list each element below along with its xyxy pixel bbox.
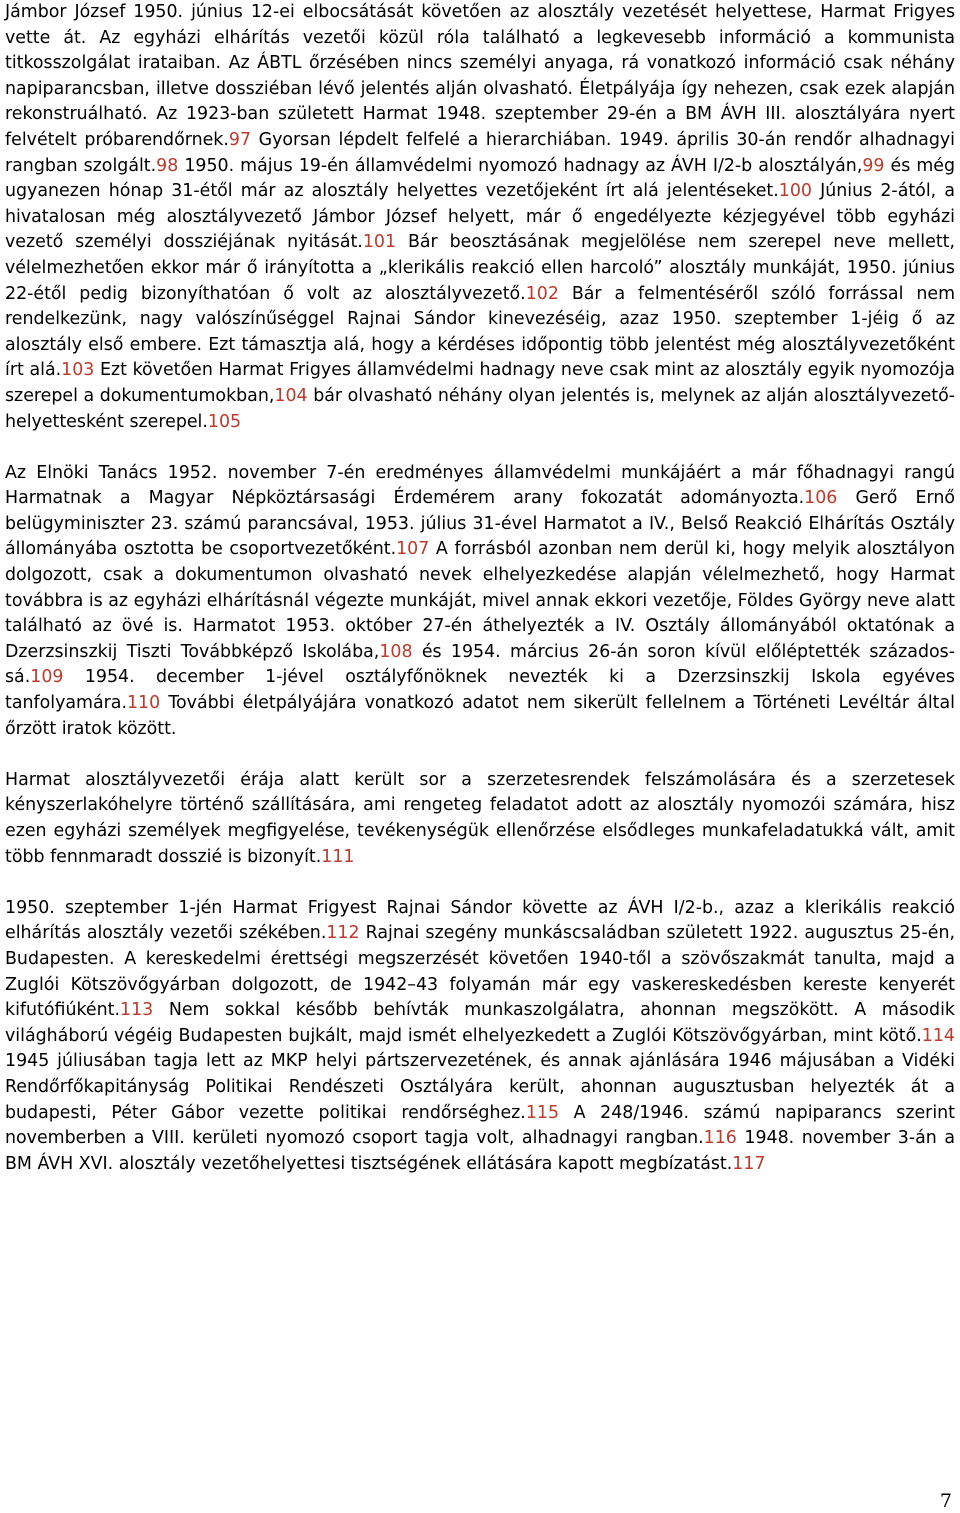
footnote-ref-100[interactable]: 100 xyxy=(778,181,812,202)
paragraph-text: 1945 júliusában tagja lett az MKP helyi pártszervezetének, és annak ajánlására 1946 májusában a Vidéki Rendőrfőkapitányság Politikai Rendészeti Osztályára került, ahonnan augusztusban helyezték át a budapesti, Péter Gábor vezette politikai rendőrséghez. xyxy=(5,1051,955,1123)
paragraph-text: 1950. szeptember 1-jén Harmat Frigyest Rajnai Sándor követte az ÁVH I/2-b., azaz a klerikális reakció elhárítás alosztály vezetői székében. xyxy=(5,897,955,944)
paragraph-gap xyxy=(5,742,955,768)
paragraph-text: Rajnai szegény munkáscsaládban született 1922. augusztus 25-én, Budapesten. A kereskedelmi érettségi megszerzését követően 1940-től a szövőszakmát tanulta, majd a Zuglói Kötszövőgyárban dolgozott, de 1942–43 folyamán már egy vaskereskedésben kereste kenyerét kifutófiúként. xyxy=(5,923,955,1021)
paragraph-2 xyxy=(5,461,955,743)
paragraph-text: Gyorsan lépdelt felfelé a hierarchiában. 1949. április 30-án rendőr alhadnagyi rangban szolgált. xyxy=(5,129,955,176)
footnote-ref-115[interactable]: 115 xyxy=(525,1102,560,1123)
paragraph-gap xyxy=(5,435,955,461)
footnote-ref-110[interactable]: 110 xyxy=(126,693,161,714)
footnote-ref-107[interactable]: 107 xyxy=(396,539,430,560)
footnote-ref-108[interactable]: 108 xyxy=(379,641,413,662)
footnote-ref-113[interactable]: 113 xyxy=(120,1000,154,1021)
footnote-ref-106[interactable]: 106 xyxy=(804,488,838,509)
paragraph-text: 1954. december 1-jével osztályfőnöknek nevezték ki a Dzerzsinszkij Iskola egyéves tanfolyamára. xyxy=(5,667,955,714)
footnote-ref-104[interactable]: 104 xyxy=(274,385,308,406)
paragraph-text: Június 2-ától, a hivatalosan még alosztályvezető Jámbor József helyett, már ő engedélyezte kézjegyével több egyházi vezető személyi dossziéjának nyitását. xyxy=(5,181,955,253)
paragraph-text: 1950. május 19-én államvédelmi nyomozó hadnagy az ÁVH I/2-b alosztályán, xyxy=(178,155,863,176)
footnote-ref-102[interactable]: 102 xyxy=(525,283,559,304)
paragraph-text: bár olvasható néhány olyan jelentés is, melynek az alján alosztályvezető-helyettesként szerepel. xyxy=(5,385,955,432)
paragraph-text: Jámbor József 1950. június 12-ei elbocsátását követően az alosztály vezetését helyettese, Harmat Frigyes vette át. Az egyházi elhárítás vezetői közül róla található a legkevesebb információ a kommunista titkosszolgálat irataiban. Az ÁBTL őrzésében nincs személyi anyaga, rá vonatkozó információ csak néhány napiparancsban, illetve dossziéban lévő jelentés alján olvasható. Életpályája így nehezen, csak ezek alapján rekonstruálható. Az 1923-ban született Harmat 1948. szeptember 29-én a BM ÁVH III. alosztályára nyert felvételt próbarendőrnek. xyxy=(5,2,955,150)
paragraph-text: A 248/1946. számú napiparancs szerint novemberben a VIII. kerületi nyomozó csoport tagja volt, alhadnagyi rangban. xyxy=(5,1102,956,1149)
page-number: 7 xyxy=(939,1490,952,1512)
footnote-ref-99[interactable]: 99 xyxy=(862,155,885,176)
footnote-ref-105[interactable]: 105 xyxy=(207,411,242,432)
paragraph-text: Bár a felmentéséről szóló forrással nem rendelkezünk, nagy valószínűséggel Rajnai Sándor kinevezéséig, azaz 1950. szeptember 1-jéig ő az alosztály első embere. Ezt támasztja alá, hogy a kérdéses időpontig több jelentést még alosztályvezetőként írt alá. xyxy=(5,283,956,381)
footnote-ref-109[interactable]: 109 xyxy=(30,667,64,688)
paragraph-text: Az Elnöki Tanács 1952. november 7-én eredményes államvédelmi munkájáért a már főhadnagyi rangú Harmatnak a Magyar Népköztársasági Érdemérem arany fokozatát adományozta. xyxy=(5,462,955,509)
paragraph-text: Harmat alosztályvezetői érája alatt került sor a szerzetesrendek felszámolására és a szerzetesek kényszerlakóhelyre történő szállítására, ami rengeteg feladatot adott az alosztály nyomozói számára, hisz ezen egyházi személyek megfigyelése, tevékenységük ellenőrzése elsődleges munkafeladatukká vált, amit több fennmaradt dosszié is bizonyít. xyxy=(5,769,955,867)
paragraph-text: 1948. november 3-án a BM ÁVH XVI. alosztály vezetőhelyettesi tisztségének ellátására kapott megbízatást. xyxy=(5,1128,956,1174)
paragraph-text: További életpályájára vonatkozó adatot nem sikerült fellelnem a Történeti Levéltár által őrzött iratok között. xyxy=(5,693,955,739)
footnote-ref-114[interactable]: 114 xyxy=(921,1025,955,1046)
paragraph-text: és még ugyanezen hónap 31-étől már az alosztály helyettes vezetőjeként írt alá jelentéseket. xyxy=(5,155,956,202)
footnote-ref-111[interactable]: 111 xyxy=(321,846,355,867)
footnote-ref-117[interactable]: 117 xyxy=(732,1153,766,1174)
paragraph-text: Bár beosztásának megjelölése nem szerepel neve mellett, vélelmezhetően ekkor már ő irányította a „klerikális reakció ellen harcoló” alosztály munkáját, 1950. június 22-étől pedig bizonyíthatóan ő volt az alosztályvezető. xyxy=(5,232,955,304)
footnote-ref-101[interactable]: 101 xyxy=(362,232,397,253)
paragraph-gap xyxy=(5,870,955,896)
footnote-ref-97[interactable]: 97 xyxy=(228,129,252,150)
footnote-ref-103[interactable]: 103 xyxy=(61,360,95,381)
paragraph-3 xyxy=(5,768,955,870)
paragraph-1 xyxy=(5,0,955,435)
footnote-ref-116[interactable]: 116 xyxy=(703,1128,737,1149)
paragraph-text: A forrásból azonban nem derül ki, hogy melyik alosztályon dolgozott, csak a dokumentumon olvasható nevek elhelyezkedése alapján vélelmezhető, hogy Harmat továbbra is az egyházi elhárításnál végezte munkáját, mivel annak ekkori vezetője, Földes György neve alatt található az övé is. Harmatot 1953. október 27-én áthelyezték a IV. Osztály állományából oktatónak a Dzerzsinszkij Tiszti Továbbképző Iskolába, xyxy=(5,539,955,662)
paragraph-text: Ezt követően Harmat Frigyes államvédelmi hadnagy neve csak mint az alosztály egyik nyomozója szerepel a dokumentumokban, xyxy=(5,360,955,406)
paragraph-4 xyxy=(5,896,955,1178)
document-body xyxy=(5,0,955,1177)
paragraph-text: Nem sokkal később behívták munkaszolgálatra, ahonnan megszökött. A második világháború végéig Budapesten bujkált, majd ismét elhelyezkedett a Zuglói Kötszövőgyárban, mint kötő. xyxy=(5,1000,955,1046)
footnote-ref-112[interactable]: 112 xyxy=(326,923,360,944)
footnote-ref-98[interactable]: 98 xyxy=(156,155,179,176)
paragraph-text: és 1954. március 26-án soron kívül előléptették századossá. xyxy=(5,641,955,688)
paragraph-text: Gerő Ernő belügyminiszter 23. számú parancsával, 1953. július 31-ével Harmatot a IV., Belső Reakció Elhárítás Osztály állományába osztotta be csoportvezetőként. xyxy=(5,488,956,560)
